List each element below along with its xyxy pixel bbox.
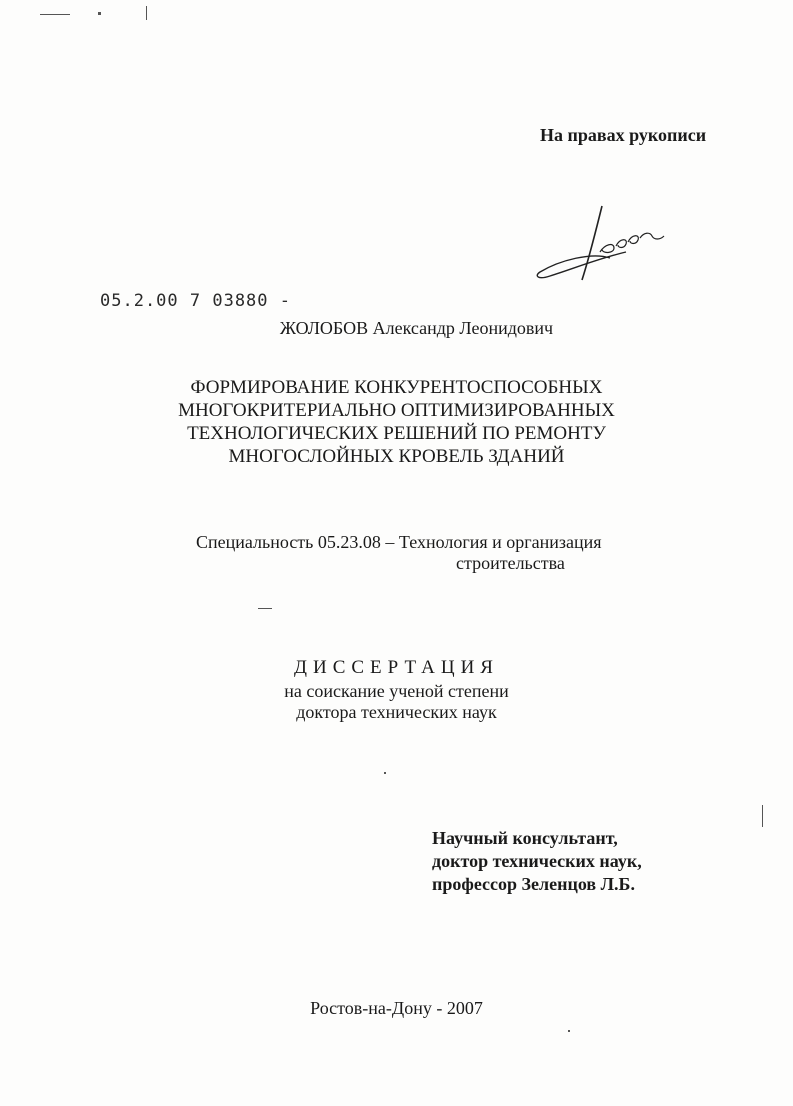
- scan-artifact: [258, 608, 272, 609]
- rights-notice: На правах рукописи: [540, 125, 707, 145]
- city-year: Ростов-на-Дону - 2007: [310, 998, 483, 1018]
- scan-artifact: [384, 772, 386, 774]
- consultant-role: Научный консультант,: [432, 828, 618, 848]
- author-name: [0, 318, 793, 339]
- scan-artifact: [146, 6, 147, 20]
- scan-artifact: [98, 12, 101, 15]
- specialty-line-1: Специальность 05.23.08 – Технология и организация: [196, 532, 602, 552]
- handwritten-signature: [530, 200, 670, 290]
- dissertation-heading: ДИССЕРТАЦИЯ: [294, 657, 499, 678]
- consultant-name: профессор Зеленцов Л.Б.: [432, 874, 635, 894]
- title-line-2: МНОГОКРИТЕРИАЛЬНО ОПТИМИЗИРОВАННЫХ: [178, 400, 615, 421]
- title-line-4: МНОГОСЛОЙНЫХ КРОВЕЛЬ ЗДАНИЙ: [228, 446, 565, 467]
- title-line-3: ТЕХНОЛОГИЧЕСКИХ РЕШЕНИЙ ПО РЕМОНТУ: [187, 423, 606, 444]
- specialty-line-2: строительства: [456, 553, 565, 573]
- dissertation-title: [0, 376, 793, 468]
- author-name-text: ЖОЛОБОВ Александр Леонидович: [279, 318, 554, 338]
- consultant-degree: доктор технических наук,: [432, 851, 642, 871]
- degree-line-1: на соискание ученой степени: [284, 681, 509, 701]
- title-line-1: ФОРМИРОВАНИЕ КОНКУРЕНТОСПОСОБНЫХ: [190, 377, 603, 398]
- scan-artifact: [40, 14, 70, 15]
- scientific-consultant: [432, 827, 642, 896]
- registration-code: 05.2.00 7 03880 -: [100, 291, 291, 311]
- scan-artifact: [568, 1030, 570, 1032]
- degree-line-2: доктора технических наук: [296, 702, 497, 722]
- scan-artifact: [762, 805, 763, 827]
